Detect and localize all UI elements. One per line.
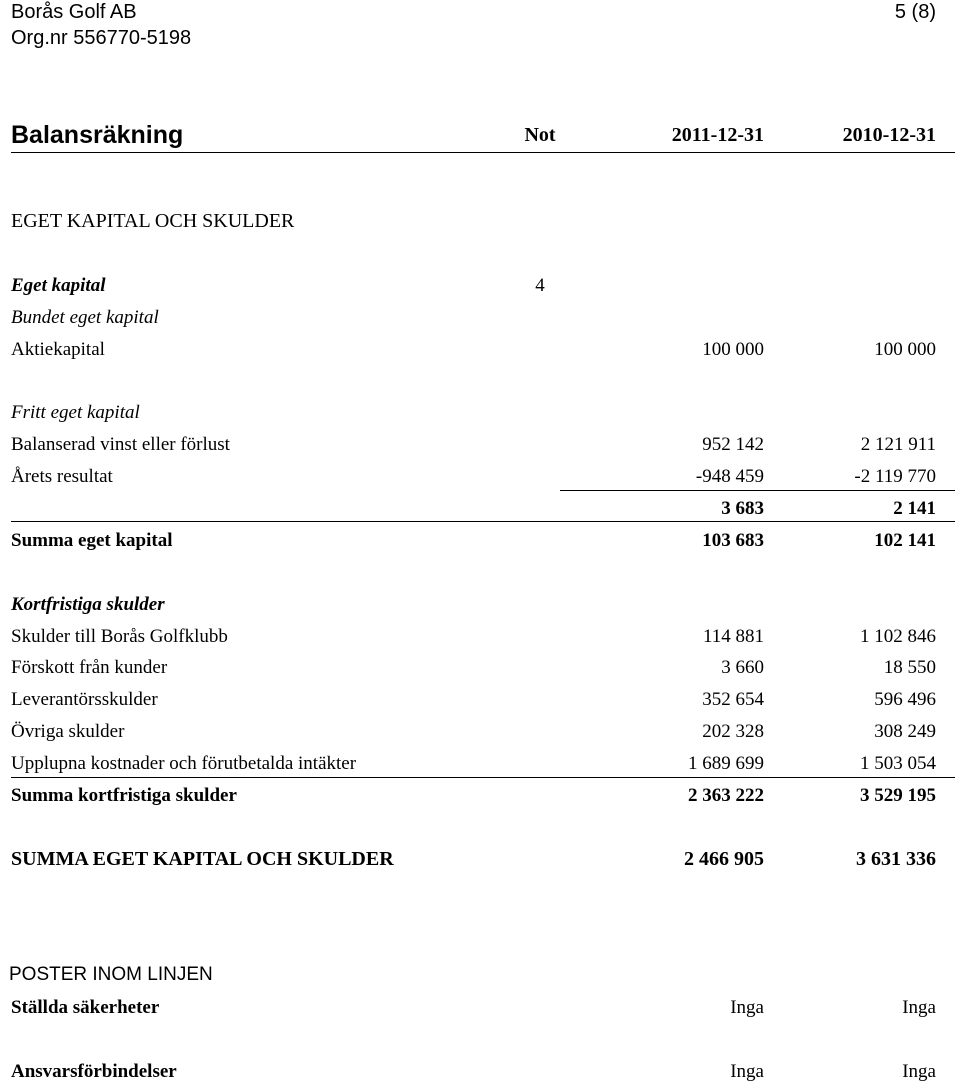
liability-row-2011: 3 660 — [721, 657, 764, 678]
share-capital-2010: 100 000 — [874, 339, 936, 360]
year-result-2011: -948 459 — [695, 466, 764, 487]
current-liabilities-heading: Kortfristiga skulder — [11, 594, 165, 615]
liability-row-2010: 1 503 054 — [860, 753, 936, 774]
liability-row-2011: 352 654 — [702, 689, 764, 710]
org-number: Org.nr 556770-5198 — [11, 27, 192, 49]
liability-row-2011: 114 881 — [702, 626, 764, 647]
column-header-note: Not — [524, 124, 556, 146]
column-header-2011: 2011-12-31 — [671, 124, 764, 146]
liability-row-label: Upplupna kostnader och förutbetalda intäkter — [11, 753, 357, 774]
share-capital-2011: 100 000 — [702, 339, 764, 360]
liability-row-2011: 202 328 — [702, 721, 764, 742]
retained-earnings-2011: 952 142 — [702, 434, 764, 455]
header-rule — [11, 152, 955, 153]
section-heading: EGET KAPITAL OCH SKULDER — [11, 210, 295, 232]
contingent-liabilities-label: Ansvarsförbindelser — [11, 1061, 177, 1082]
equity-total-label: Summa eget kapital — [11, 530, 173, 551]
column-header-2010: 2010-12-31 — [842, 124, 936, 146]
free-equity-subtotal-2011: 3 683 — [721, 498, 764, 519]
page-title: Balansräkning — [11, 121, 184, 149]
grand-total-2011: 2 466 905 — [684, 848, 764, 870]
retained-earnings-label: Balanserad vinst eller förlust — [11, 434, 230, 455]
year-result-2010: -2 119 770 — [854, 466, 936, 487]
free-equity-heading: Fritt eget kapital — [11, 402, 140, 423]
equity-heading: Eget kapital — [11, 275, 106, 296]
equity-total-rule — [11, 521, 955, 522]
pledged-assets-2010: Inga — [902, 997, 936, 1018]
pledged-assets-2011: Inga — [730, 997, 764, 1018]
liability-row-2010: 1 102 846 — [860, 626, 936, 647]
company-name: Borås Golf AB — [11, 1, 137, 23]
equity-total-2010: 102 141 — [874, 530, 936, 551]
equity-total-2011: 103 683 — [702, 530, 764, 551]
free-equity-subtotal-2010: 2 141 — [893, 498, 936, 519]
liabilities-total-2010: 3 529 195 — [860, 785, 936, 806]
contingent-liabilities-2010: Inga — [902, 1061, 936, 1082]
share-capital-label: Aktiekapital — [11, 339, 105, 360]
restricted-equity-heading: Bundet eget kapital — [11, 307, 159, 328]
contingent-liabilities-2011: Inga — [730, 1061, 764, 1082]
liability-row-label: Skulder till Borås Golfklubb — [11, 626, 228, 647]
liability-row-label: Övriga skulder — [11, 721, 125, 742]
grand-total-2010: 3 631 336 — [856, 848, 936, 870]
equity-note-ref: 4 — [535, 275, 545, 296]
off-balance-heading: POSTER INOM LINJEN — [9, 964, 213, 985]
liabilities-total-2011: 2 363 222 — [688, 785, 764, 806]
liability-row-label: Förskott från kunder — [11, 657, 168, 678]
liability-row-label: Leverantörsskulder — [11, 689, 158, 710]
liabilities-total-label: Summa kortfristiga skulder — [11, 785, 237, 806]
liability-row-2010: 308 249 — [874, 721, 936, 742]
liabilities-total-rule — [11, 777, 955, 778]
liability-row-2010: 596 496 — [874, 689, 936, 710]
liability-row-2010: 18 550 — [883, 657, 936, 678]
grand-total-label: SUMMA EGET KAPITAL OCH SKULDER — [11, 848, 394, 870]
retained-earnings-2010: 2 121 911 — [860, 434, 936, 455]
year-result-label: Årets resultat — [11, 466, 113, 487]
pledged-assets-label: Ställda säkerheter — [11, 997, 160, 1018]
subtotal-rule — [560, 490, 955, 491]
page-number: 5 (8) — [894, 1, 936, 23]
liability-row-2011: 1 689 699 — [688, 753, 764, 774]
